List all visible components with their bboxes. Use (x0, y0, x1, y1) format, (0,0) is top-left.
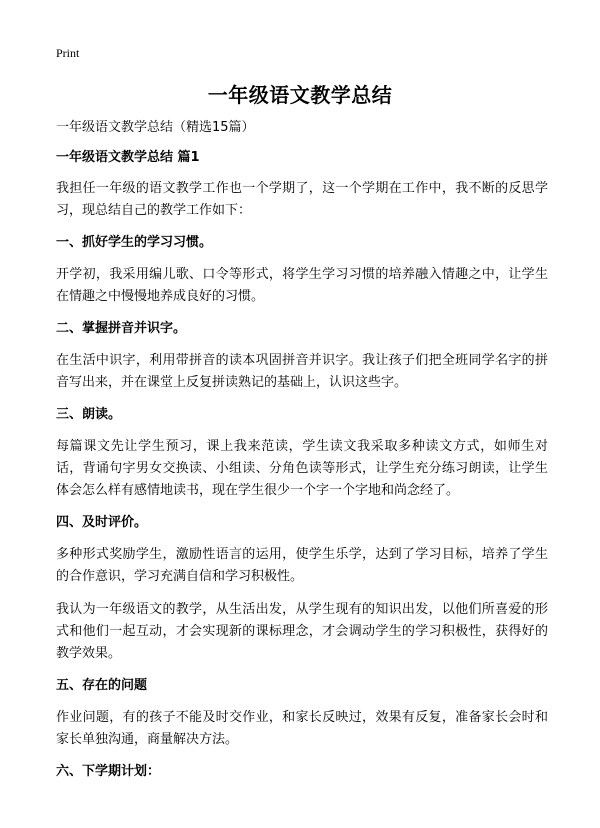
section-paragraph-habits: 开学初，我采用编儿歌、口令等形式，将学生学习习惯的培养融入情趣之中，让学生在情趣之中慢慢地养成良好的习惯。 (56, 267, 548, 304)
article-heading: 一年级语文教学总结 篇1 (56, 150, 200, 165)
page-title: 一年级语文教学总结 (207, 83, 393, 107)
section-paragraph-reading: 每篇课文先让学生预习，课上我来范读，学生读文我采取多种读文方式，如师生对话，背诵句字男女交换读、小组读、分角色读等形式，让学生充分练习朗读，让学生体会怎么样有感情地读书，现在学生很少一个字一个字地和尚念经了。 (56, 439, 548, 498)
section-paragraph-problems: 作业问题，有的孩子不能及时交作业，和家长反映过，效果有反复，准备家长会时和家长单独沟通，商量解决方法。 (56, 710, 548, 747)
section-paragraph-evaluation-2: 我认为一年级语文的教学，从生活出发，从学生现有的知识出发，以他们所喜爱的形式和他们一起互动，才会实现新的课标理念，才会调动学生的学习积极性，获得好的教学效果。 (56, 602, 548, 661)
section-heading-next-term: 六、下学期计划： (56, 764, 161, 779)
section-paragraph-pinyin: 在生活中识字，利用带拼音的读本巩固拼音并识字。我让孩子们把全班同学名字的拼音写出来，并在课堂上反复拼读熟记的基础上，认识这些字。 (56, 353, 548, 390)
section-heading-habits: 一、抓好学生的学习习惯。 (56, 235, 213, 250)
section-heading-evaluation: 四、及时评价。 (56, 515, 148, 530)
document-subtitle: 一年级语文教学总结（精选15篇） (56, 120, 255, 135)
section-heading-pinyin: 二、掌握拼音并识字。 (56, 321, 187, 336)
article-body (56, 118, 548, 793)
section-heading-reading: 三、朗读。 (56, 407, 122, 422)
section-paragraph-evaluation-1: 多种形式奖励学生，激励性语言的运用，使学生乐学，达到了学习目标，培养了学生的合作意识，学习充满自信和学习积极性。 (56, 547, 548, 584)
intro-paragraph: 我担任一年级的语文教学工作也一个学期了，这一个学期在工作中，我不断的反思学习，现总结自己的教学工作如下： (56, 181, 548, 218)
section-heading-problems: 五、存在的问题 (56, 678, 148, 693)
print-link[interactable]: Print (56, 46, 80, 60)
